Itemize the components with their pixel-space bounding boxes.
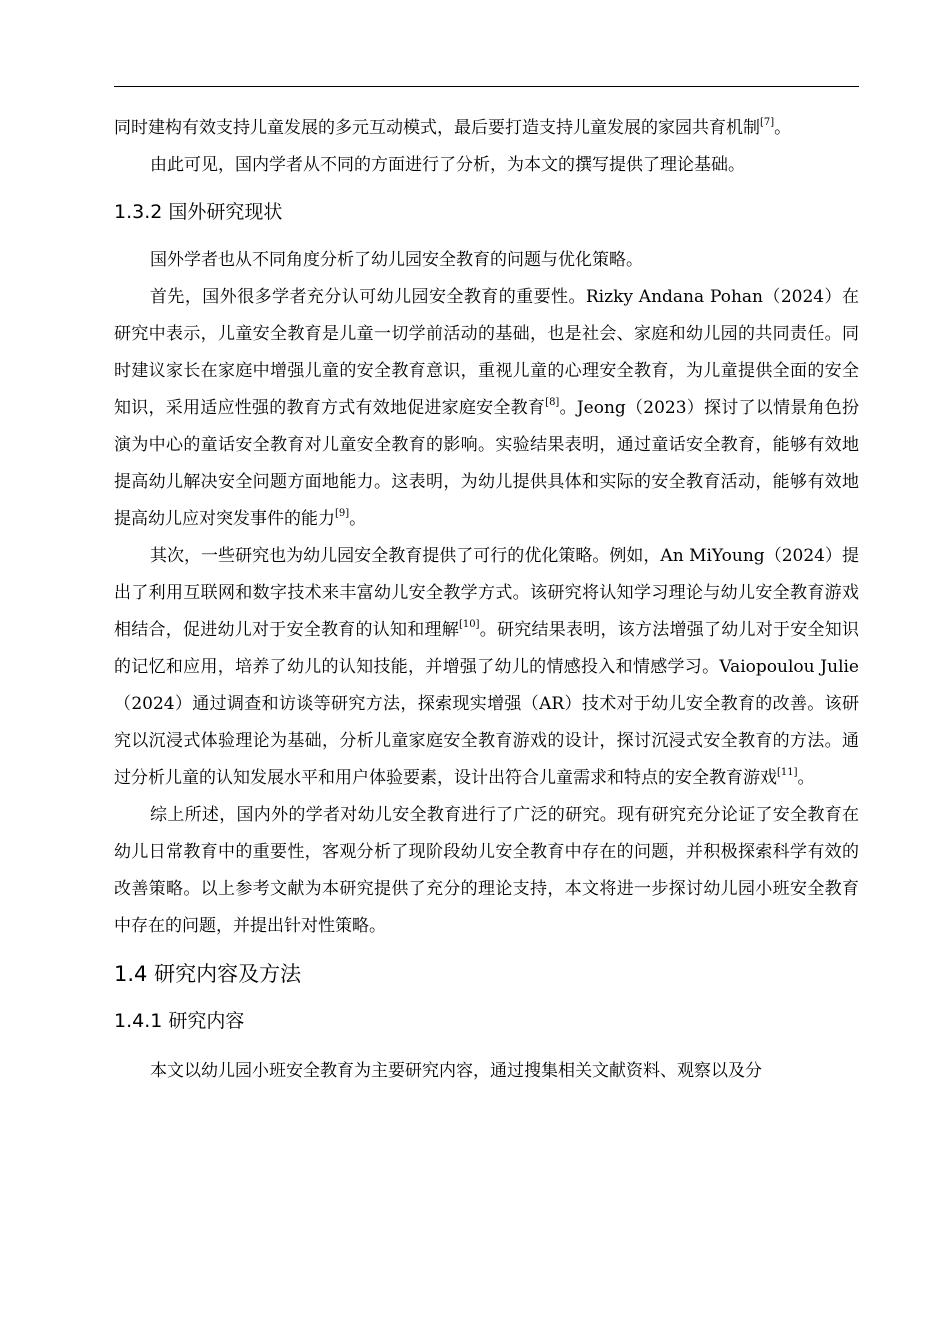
section-heading-1-4: 1.4 研究内容及方法 (114, 962, 302, 986)
paragraph-domestic-summary: 由此可见，国内学者从不同的方面进行了分析，为本文的撰写提供了理论基础。 (150, 155, 745, 175)
paragraph-end: 。 (797, 768, 815, 788)
header-rule (114, 86, 859, 87)
paragraph-foreign-second (114, 538, 859, 797)
section-heading-1-3-2: 1.3.2 国外研究现状 (114, 201, 283, 223)
section-heading-1-4-1: 1.4.1 研究内容 (114, 1010, 245, 1032)
citation-8: [8] (545, 397, 560, 408)
paragraph-end: 。 (349, 509, 367, 529)
paragraph-foreign-intro: 国外学者也从不同角度分析了幼儿园安全教育的问题与优化策略。 (150, 250, 643, 270)
paragraph-continued (114, 110, 859, 147)
page-body (114, 110, 859, 1090)
paragraph-summary: 综上所述，国内外的学者对幼儿安全教育进行了广泛的研究。现有研究充分论证了安全教育在幼儿日常教育中的重要性，客观分析了现阶段幼儿安全教育中存在的问题，并积极探索科学有效的改善策略。以上参考文献为本研究提供了充分的理论支持，本文将进一步探讨幼儿园小班安全教育中存在的问题，并提出针对性策略。 (114, 805, 859, 936)
paragraph-research-content: 本文以幼儿园小班安全教育为主要研究内容，通过搜集相关文献资料、观察以及分 (150, 1061, 762, 1081)
citation-11: [11] (777, 767, 798, 778)
paragraph-text: 。Jeong（2023）探讨了以情景角色扮演为中心的童话安全教育对儿童安全教育的影响。实验结果表明，通过童话安全教育，能够有效地提高幼儿解决安全问题方面地能力。这表明，为幼儿提供具体和实际的安全教育活动，能够有效地提高幼儿应对突发事件的能力 (114, 398, 859, 529)
paragraph-end: 。 (774, 118, 792, 138)
paragraph-text: 同时建构有效支持儿童发展的多元互动模式，最后要打造支持儿童发展的家园共育机制 (114, 118, 760, 138)
paragraph-text: 其次，一些研究也为幼儿园安全教育提供了可行的优化策略。例如，An MiYoung（2024）提出了利用互联网和数字技术来丰富幼儿安全教学方式。该研究将认知学习理论与幼儿安全教育游戏相结合，促进幼儿对于安全教育的认知和理解 (114, 546, 859, 640)
citation-7: [7] (760, 117, 775, 128)
paragraph-foreign-first (114, 279, 859, 538)
citation-9: [9] (335, 508, 350, 519)
paragraph-text: 。研究结果表明，该方法增强了幼儿对于安全知识的记忆和应用，培养了幼儿的认知技能，并增强了幼儿的情感投入和情感学习。Vaiopoulou Julie（2024）通过调查和访谈等研究方法，探索现实增强（AR）技术对于幼儿安全教育的改善。该研究以沉浸式体验理论为基础，分析儿童家庭安全教育游戏的设计，探讨沉浸式安全教育的方法。通过分析儿童的认知发展水平和用户体验要素，设计出符合儿童需求和特点的安全教育游戏 (114, 620, 859, 788)
citation-10: [10] (458, 619, 480, 630)
paragraph-text: 首先，国外很多学者充分认可幼儿园安全教育的重要性。Rizky Andana Pohan（2024）在研究中表示，儿童安全教育是儿童一切学前活动的基础，也是社会、家庭和幼儿园的共同责任。同时建议家长在家庭中增强儿童的安全教育意识，重视儿童的心理安全教育，为儿童提供全面的安全知识，采用适应性强的教育方式有效地促进家庭安全教育 (114, 287, 859, 418)
